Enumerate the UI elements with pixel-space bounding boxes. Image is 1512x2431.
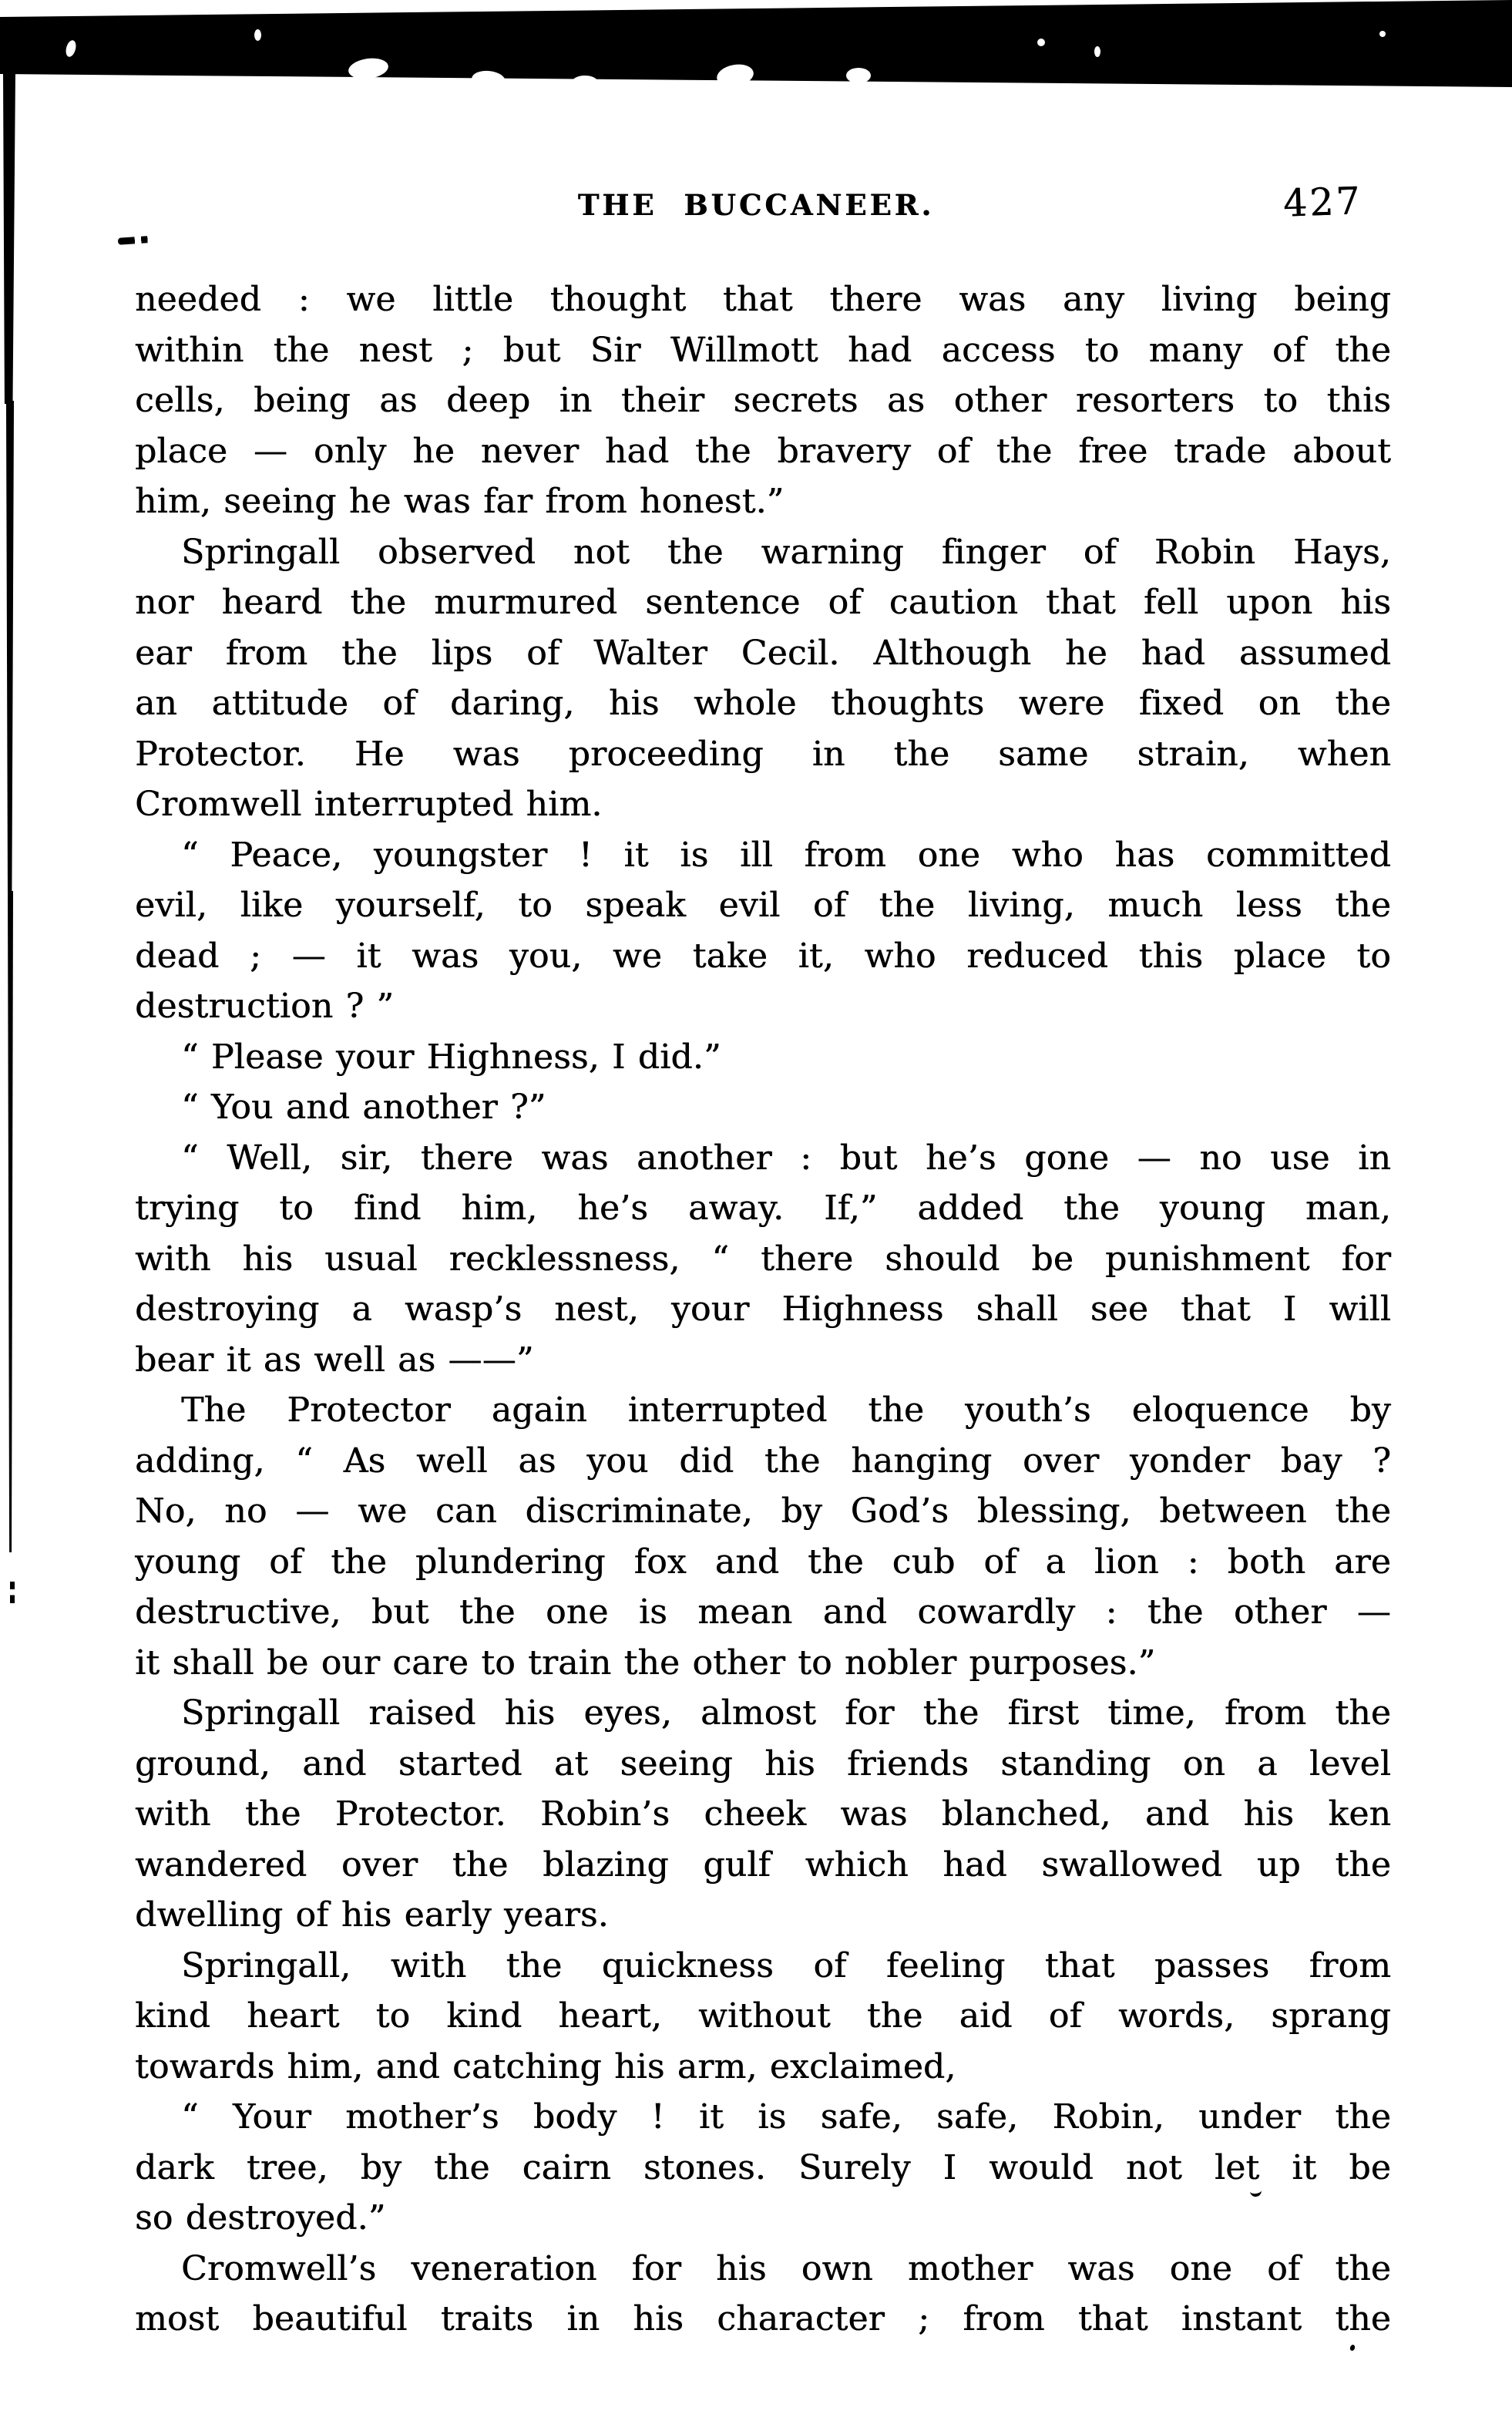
paragraph (135, 1032, 1391, 1083)
text-line: with the Protector. Robin’s cheek was blanched, and his ken (135, 1794, 1391, 1834)
text-line: Springall raised his eyes, almost for the first time, from the (181, 1693, 1391, 1733)
text-line: “ Please your Highness, I did.” (181, 1037, 721, 1077)
paragraph (135, 2244, 1391, 2345)
text-line: place — only he never had the bravery of the free trade about (135, 431, 1391, 471)
paragraph (135, 1941, 1391, 2093)
text-line: “ Peace, youngster ! it is ill from one who has committed (181, 835, 1391, 875)
paragraph (135, 1385, 1391, 1688)
paragraph (135, 1133, 1391, 1386)
text-line: dwelling of his early years. (135, 1895, 609, 1935)
text-line: cells, being as deep in their secrets as other resorters to this (135, 381, 1391, 420)
text-line: No, no — we can discriminate, by God’s blessing, between the (135, 1491, 1391, 1531)
scan-edge-left-strip (8, 891, 13, 1552)
scan-speckle (572, 76, 598, 89)
scan-speckle (1379, 31, 1386, 37)
text-line: nor heard the murmured sentence of caution that fell upon his (135, 583, 1391, 622)
text-line: “ You and another ?” (181, 1088, 546, 1127)
text-line: The Protector again interrupted the youth’s eloquence by (181, 1390, 1391, 1430)
text-line: adding, “ As well as you did the hanging over yonder bay ? (135, 1441, 1391, 1481)
text-line: bear it as well as ——” (135, 1340, 534, 1380)
text-line: Springall, with the quickness of feeling that passes from (181, 1945, 1391, 1985)
text-line: needed : we little thought that there was any living being (135, 280, 1391, 319)
text-line: ground, and started at seeing his friends standing on a level (135, 1743, 1391, 1784)
text-line: wandered over the blazing gulf which had swallowed up the (135, 1844, 1391, 1885)
text-line: Cromwell’s veneration for his own mother was one of the (181, 2248, 1391, 2288)
text-line: Cromwell interrupted him. (135, 785, 603, 824)
scan-edge-left-mark (10, 1582, 15, 1603)
text-line: him, seeing he was far from honest.” (135, 482, 785, 521)
text-line: destruction ? ” (135, 987, 395, 1026)
scan-edge-left-strip (3, 72, 15, 404)
text-line: ear from the lips of Walter Cecil. Although he had assumed (135, 633, 1391, 673)
text-line: it shall be our care to train the other to nobler purposes.” (135, 1643, 1156, 1683)
text-line: “ Your mother’s body ! it is safe, safe, Robin, under the (181, 2097, 1391, 2137)
paragraph (135, 2092, 1391, 2244)
text-line: kind heart to kind heart, without the aid of words, sprang (135, 1996, 1391, 2036)
body-text (135, 274, 1391, 2345)
text-line: young of the plundering fox and the cub of a lion : both are (135, 1542, 1391, 1582)
text-line: Springall observed not the warning finger of Robin Hays, (181, 532, 1391, 572)
text-line: so destroyed.” (135, 2198, 386, 2238)
scan-edge-top-band (0, 0, 1512, 102)
text-line: dark tree, by the cairn stones. Surely I would not let it be (135, 2147, 1391, 2187)
text-line: towards him, and catching his arm, exclaimed, (135, 2046, 956, 2086)
paragraph (135, 274, 1391, 527)
text-line: with his usual recklessness, “ there should be punishment for (135, 1239, 1391, 1279)
scan-band-ink (0, 0, 1512, 102)
scan-speckle (1037, 39, 1045, 46)
text-line: an attitude of daring, his whole thoughts were fixed on the (135, 684, 1391, 723)
running-title: THE BUCCANEER. (577, 188, 935, 222)
text-line: evil, like yourself, to speak evil of the living, much less the (135, 886, 1391, 925)
scan-edge-left-strip (5, 401, 15, 894)
paragraph (135, 527, 1391, 830)
text-line: Protector. He was proceeding in the same strain, when (135, 734, 1391, 774)
scan-speckle (254, 29, 261, 41)
text-line: destructive, but the one is mean and cowardly : the other — (135, 1592, 1391, 1632)
page-number: 427 (1282, 179, 1363, 226)
text-line: destroying a wasp’s nest, your Highness shall see that I will (135, 1289, 1391, 1329)
text-line: “ Well, sir, there was another : but he’s gone — no use in (181, 1138, 1391, 1178)
paragraph (135, 1688, 1391, 1941)
text-line: trying to find him, he’s away. If,” added the young man, (135, 1189, 1391, 1228)
text-line: most beautiful traits in his character ; from that instant the (135, 2299, 1391, 2339)
scan-smudge (1349, 2344, 1356, 2352)
scan-speckle (1094, 46, 1100, 57)
paragraph (135, 830, 1391, 1032)
text-line: dead ; — it was you, we take it, who reduced this place to (135, 936, 1391, 976)
paragraph (135, 1082, 1391, 1133)
running-head (0, 179, 1512, 237)
text-line: within the nest ; but Sir Willmott had access to many of the (135, 330, 1391, 370)
scan-speckle (846, 68, 871, 83)
